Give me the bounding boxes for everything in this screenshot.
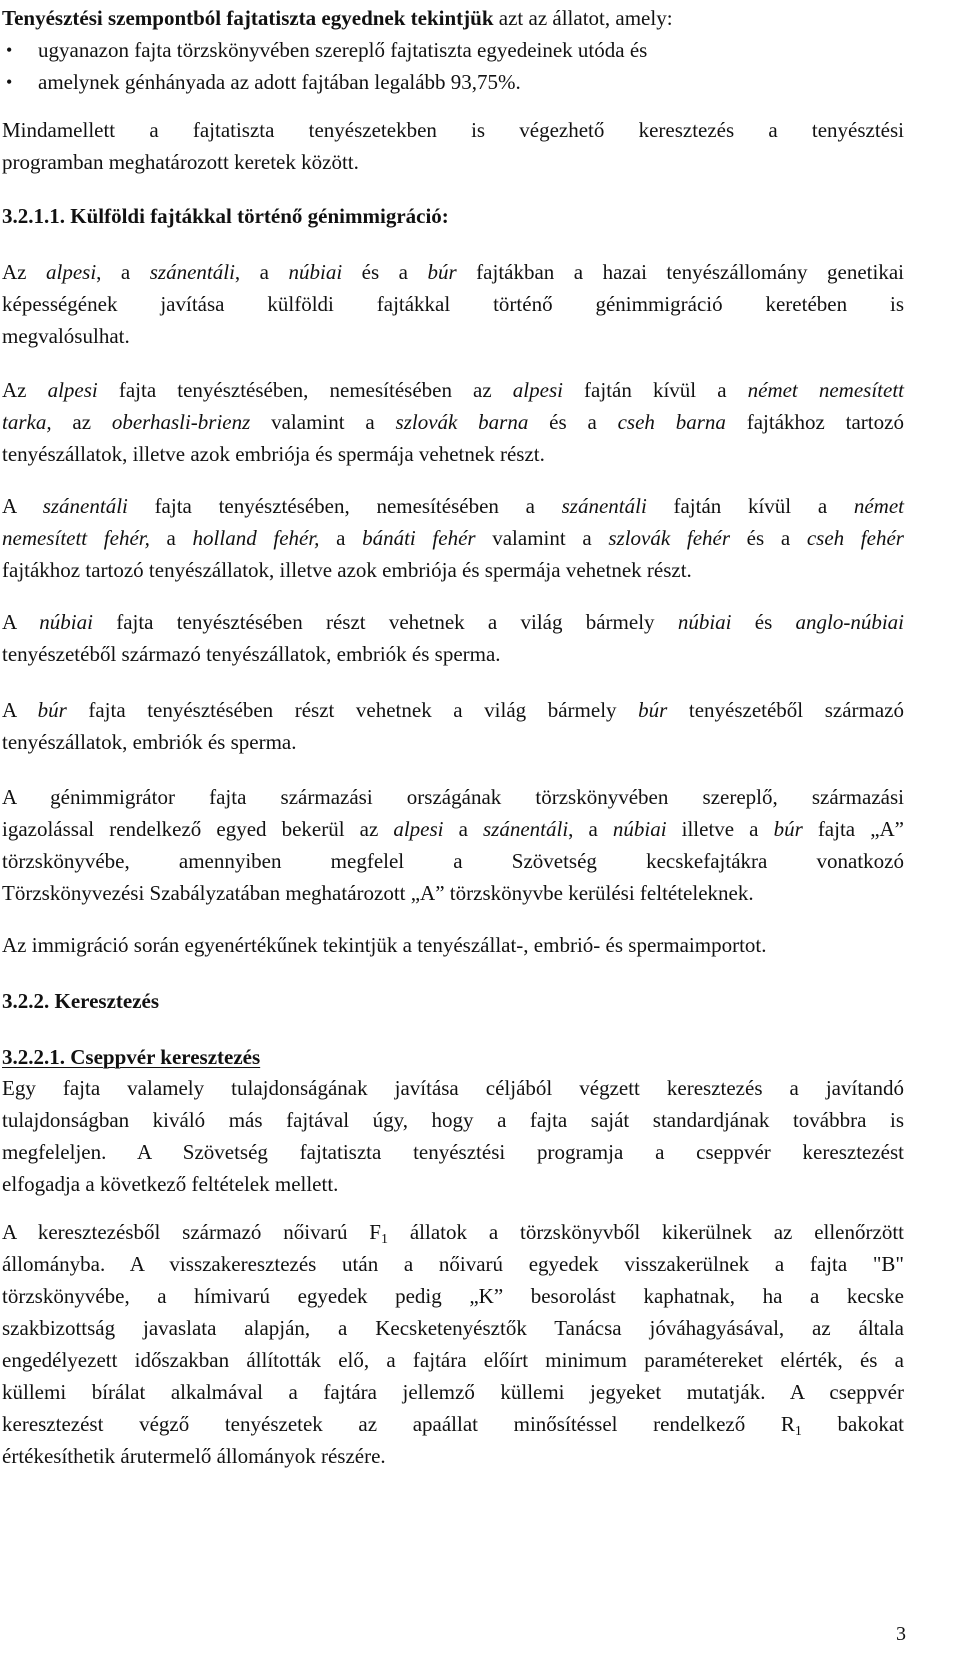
- text-line: A szánentáli fajta tenyésztésében, nemesítésében a szánentáli fajtán kívül a német: [2, 494, 904, 518]
- section-heading-322: 3.2.2. Keresztezés: [2, 989, 160, 1013]
- text-line: igazolással rendelkező egyed bekerül az alpesi a szánentáli, a núbiai illetve a búr fajta „A”: [2, 817, 904, 841]
- text-line: törzskönyvébe, amennyiben megfelel a Szövetség kecskefajtákra vonatkozó: [2, 849, 904, 873]
- text-line: nemesített fehér, a holland fehér, a bánáti fehér valamint a szlovák fehér és a cseh fehér: [2, 526, 904, 550]
- paragraph-cseppver: [2, 1072, 904, 1200]
- text-line: szakbizottság javaslata alapján, a Kecsketenyésztők Tanácsa jóváhagyásával, az általa: [2, 1316, 904, 1340]
- paragraph-keresztezesbol: [2, 1216, 904, 1472]
- text-line: elfogadja a következő feltételek mellett.: [2, 1172, 339, 1196]
- paragraph-nubiai: [2, 606, 904, 670]
- intro-bullet-list: [2, 34, 904, 98]
- text-line: Törzskönyvezési Szabályzatában meghatározott „A” törzskönyvbe kerülési feltételeknek.: [2, 881, 754, 905]
- text-line: A búr fajta tenyésztésében részt vehetnek a világ bármely búr tenyészetéből származó: [2, 698, 904, 722]
- paragraph-szanentali: [2, 490, 904, 586]
- text-line: A génimmigrátor fajta származási országának törzskönyvében szereplő, származási: [2, 785, 904, 809]
- bullet-icon: •: [6, 72, 13, 92]
- text-line: képességének javítása külföldi fajtákkal történő génimmigráció keretében is: [2, 292, 904, 316]
- text-line: tenyészetéből származó tenyészállatok, embriók és sperma.: [2, 642, 501, 666]
- section-heading-3221: 3.2.2.1. Cseppvér keresztezés: [2, 1045, 261, 1069]
- text-line: Mindamellett a fajtatiszta tenyészetekben is végezhető keresztezés a tenyésztési: [2, 118, 904, 142]
- intro-line: [2, 2, 904, 34]
- text-line: engedélyezett időszakban állították elő, a fajtára előírt minimum paramétereket elérték, és a: [2, 1348, 904, 1372]
- page-number: 3: [896, 1623, 906, 1645]
- bullet-icon: •: [6, 40, 13, 60]
- text-line: tenyészállatok, illetve azok embriója és spermája vehetnek részt.: [2, 442, 545, 466]
- intro-bold: Tenyésztési szempontból fajtatiszta egyednek tekintjük: [2, 6, 494, 30]
- text-line: A keresztezésből származó nőivarú $F_1$ állatok a törzskönyvből kikerülnek az ellenőrzött: [2, 1220, 904, 1247]
- text-line: törzskönyvébe, a hímivarú egyedek pedig „K” besorolást kaphatnak, ha a kecske: [2, 1284, 904, 1308]
- text-line: megfeleljen. A Szövetség fajtatiszta tenyésztési programja a cseppvér keresztezést: [2, 1140, 904, 1164]
- text-line: értékesíthetik árutermelő állományok részére.: [2, 1444, 386, 1468]
- paragraph-alpesi: [2, 374, 904, 470]
- section-heading-3211: 3.2.1.1. Külföldi fajtákkal történő génimmigráció:: [2, 204, 449, 228]
- list-item: • amelynek génhányada az adott fajtában legalább 93,75%.: [2, 66, 904, 98]
- text-line: tenyészállatok, embriók és sperma.: [2, 730, 297, 754]
- text-line: programban meghatározott keretek között.: [2, 150, 359, 174]
- intro-rest: azt az állatot, amely:: [493, 6, 673, 30]
- paragraph-bur: [2, 694, 904, 758]
- text-line: Az alpesi, a szánentáli, a núbiai és a búr fajtákban a hazai tenyészállomány genetikai: [2, 260, 904, 284]
- text-line: tulajdonságban kiváló más fajtával úgy, hogy a fajta saját standardjának továbbra is: [2, 1108, 904, 1132]
- text-line: megvalósulhat.: [2, 324, 130, 348]
- text-line: Egy fajta valamely tulajdonságának javítása céljából végzett keresztezés a javítandó: [2, 1076, 904, 1100]
- list-item: • ugyanazon fajta törzskönyvében szereplő fajtatiszta egyedeinek utóda és: [2, 34, 904, 66]
- text-line: A núbiai fajta tenyésztésében részt vehetnek a világ bármely núbiai és anglo-núbiai: [2, 610, 904, 634]
- paragraph-genimmigrator: [2, 781, 904, 909]
- text-line: tarka, az oberhasli-brienz valamint a szlovák barna és a cseh barna fajtákhoz tartozó: [2, 410, 904, 434]
- text-line: állományba. A visszakeresztezés után a nőivarú egyedek visszakerülnek a fajta "B": [2, 1252, 904, 1276]
- paragraph-genimmigration-intro: [2, 256, 904, 352]
- text-line: küllemi bírálat alkalmával a fajtára jellemző küllemi jegyeket mutatják. A cseppvér: [2, 1380, 904, 1404]
- text-line: fajtákhoz tartozó tenyészállatok, illetve azok embriója és spermája vehetnek részt.: [2, 558, 692, 582]
- paragraph-immigracio: Az immigráció során egyenértékűnek tekintjük a tenyészállat-, embrió- és spermaimportot.: [2, 933, 767, 957]
- paragraph-mindamellett: [2, 114, 904, 178]
- text-line: keresztezést végző tenyészetek az apaállat minősítéssel rendelkező $R_1$ bakokat: [2, 1412, 904, 1439]
- text-line: Az alpesi fajta tenyésztésében, nemesítésében az alpesi fajtán kívül a német nemesített: [2, 378, 904, 402]
